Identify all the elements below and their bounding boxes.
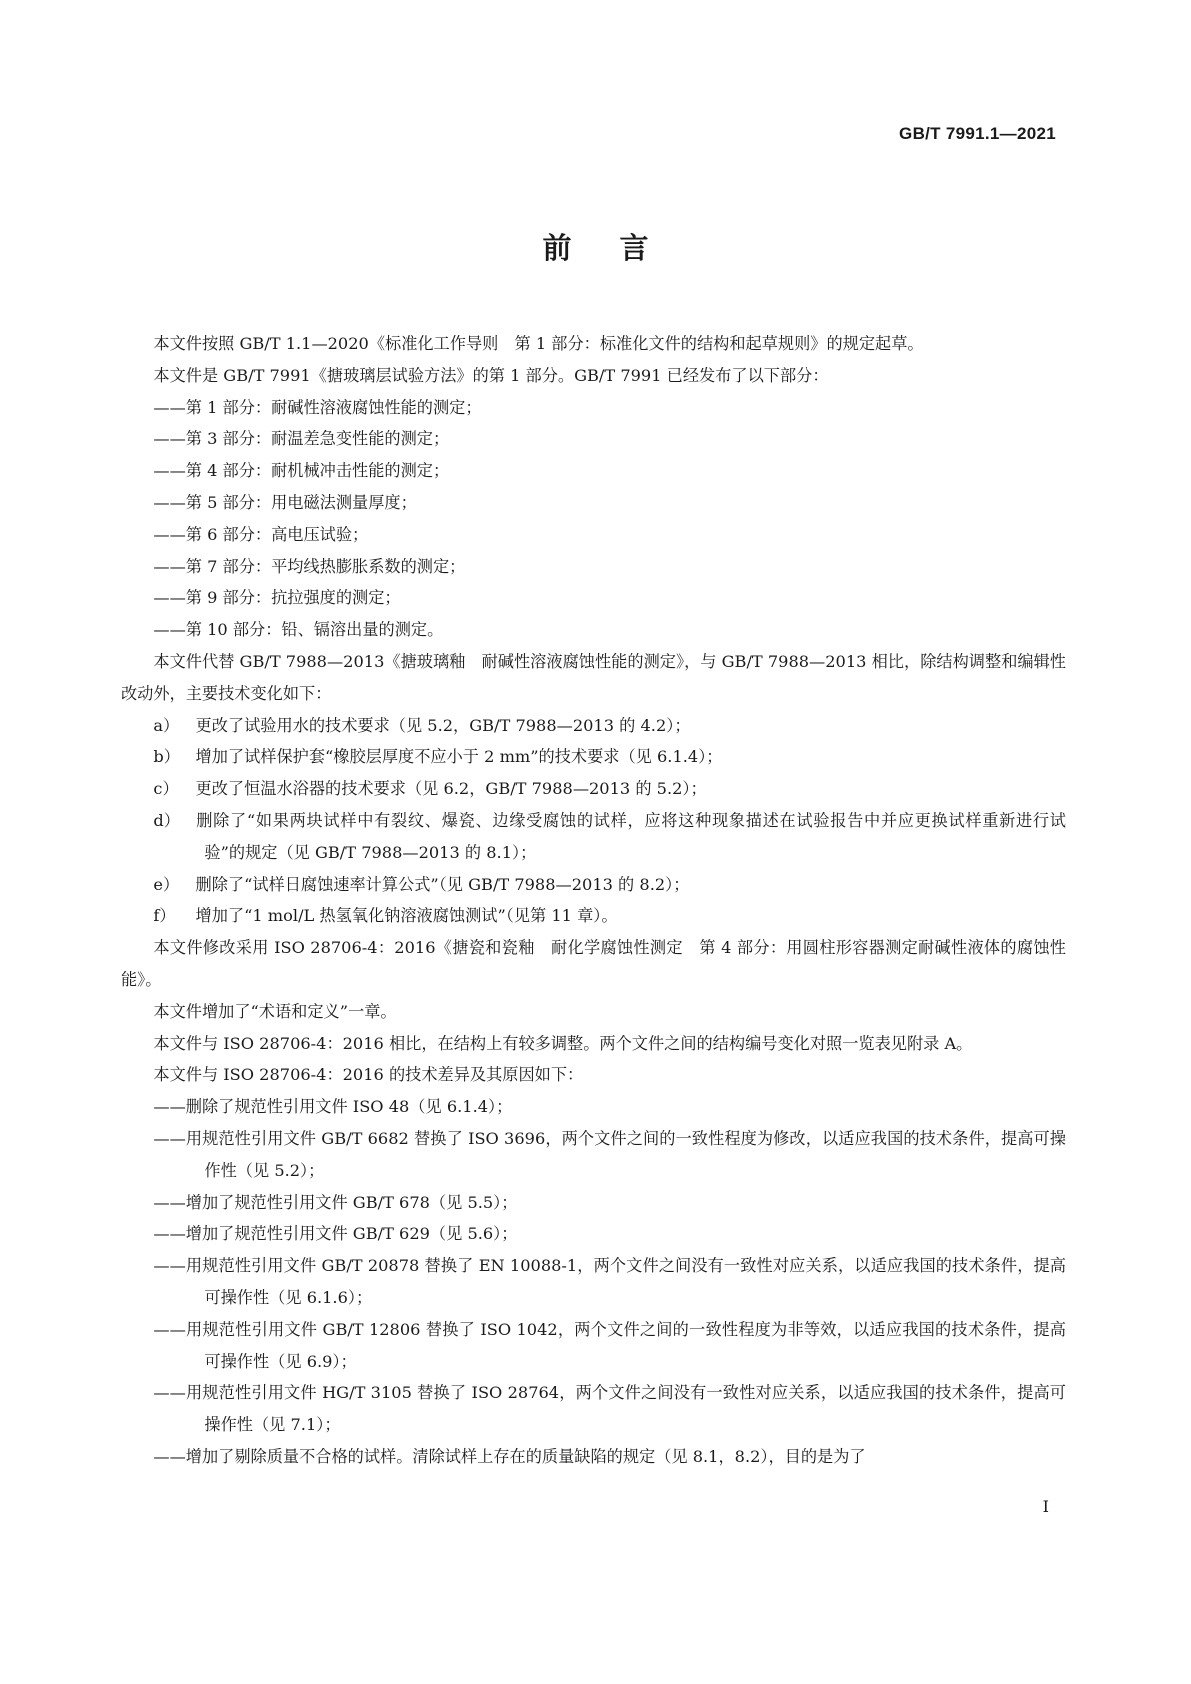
list-item xyxy=(121,710,1066,742)
list-item: ——用规范性引用文件 HG/T 3105 替换了 ISO 28764，两个文件之间没有一致性对应关系，以适应我国的技术条件，提高可操作性（见 7.1）； xyxy=(153,1383,1066,1435)
list-item: ——用规范性引用文件 GB/T 20878 替换了 EN 10088-1，两个文件之间没有一致性对应关系，以适应我国的技术条件，提高可操作性（见 6.1.6）； xyxy=(153,1256,1066,1307)
list-item: ——第 1 部分：耐碱性溶液腐蚀性能的测定； xyxy=(153,397,482,417)
list-item: ——第 5 部分：用电磁法测量厚度； xyxy=(153,492,417,512)
standard-code: GB/T 7991.1—2021 xyxy=(899,124,1056,143)
list-item: ——第 4 部分：耐机械冲击性能的测定； xyxy=(153,461,450,481)
list-item xyxy=(121,869,1066,901)
enum-text: 删除了“试样日腐蚀速率计算公式”（见 GB/T 7988—2013 的 8.2）； xyxy=(195,874,690,894)
enum-label: e） xyxy=(153,874,180,894)
enum-text: 增加了试样保护套“橡胶层厚度不应小于 2 mm”的技术要求（见 6.1.4）； xyxy=(195,747,723,767)
list-item xyxy=(121,900,1066,932)
paragraph-adoption: 本文件修改采用 ISO 28706-4：2016《搪瓷和瓷釉 耐化学腐蚀性测定 第 4 部分：用圆柱形容器测定耐碱性液体的腐蚀性能》。 xyxy=(121,938,1066,989)
enum-label: a） xyxy=(153,715,180,735)
document-body xyxy=(121,328,1066,1473)
enum-label: f） xyxy=(153,906,176,926)
enum-label: d） xyxy=(153,810,180,830)
changes-list xyxy=(121,710,1066,933)
enum-text: 增加了“1 mol/L 热氢氧化钠溶液腐蚀测试”（见第 11 章）。 xyxy=(195,906,618,926)
list-item: ——增加了剔除质量不合格的试样。清除试样上存在的质量缺陷的规定（见 8.1，8.2），目的是为了 xyxy=(153,1446,866,1466)
paragraph-drafting-rules: 本文件按照 GB/T 1.1—2020《标准化工作导则 第 1 部分：标准化文件的结构和起草规则》的规定起草。 xyxy=(153,334,924,353)
list-item: ——第 7 部分：平均线热膨胀系数的测定； xyxy=(153,556,466,576)
list-item: ——第 3 部分：耐温差急变性能的测定； xyxy=(153,429,450,449)
list-item xyxy=(121,773,1066,805)
list-item: ——增加了规范性引用文件 GB/T 629（见 5.6）； xyxy=(153,1224,518,1244)
paragraph-terms: 本文件增加了“术语和定义”一章。 xyxy=(153,1001,397,1021)
list-item: ——第 9 部分：抗拉强度的测定； xyxy=(153,588,401,608)
list-item: ——增加了规范性引用文件 GB/T 678（见 5.5）； xyxy=(153,1192,518,1212)
paragraph-differences-intro: 本文件与 ISO 28706-4：2016 的技术差异及其原因如下： xyxy=(153,1065,584,1085)
enum-label: b） xyxy=(153,747,180,767)
list-item: ——用规范性引用文件 GB/T 12806 替换了 ISO 1042，两个文件之间的一致性程度为非等效，以适应我国的技术条件，提高可操作性（见 6.9）； xyxy=(153,1319,1066,1371)
list-item: ——第 6 部分：高电压试验； xyxy=(153,524,369,544)
enum-text: 更改了恒温水浴器的技术要求（见 6.2，GB/T 7988—2013 的 5.2）； xyxy=(195,779,707,799)
enum-text: 删除了“如果两块试样中有裂纹、爆瓷、边缘受腐蚀的试样，应将这种现象描述在试验报告中并应更换试样重新进行试验”的规定（见 GB/T 7988—2013 的 8.1）； xyxy=(195,810,1066,862)
page-title: 前言 xyxy=(542,231,697,265)
paragraph-series-intro: 本文件是 GB/T 7991《搪玻璃层试验方法》的第 1 部分。GB/T 7991 已经发布了以下部分： xyxy=(153,365,829,385)
paragraph-replacement: 本文件代替 GB/T 7988—2013《搪玻璃釉 耐碱性溶液腐蚀性能的测定》，与 GB/T 7988—2013 相比，除结构调整和编辑性改动外，主要技术变化如下： xyxy=(121,651,1066,703)
differences-list xyxy=(121,1091,1066,1473)
list-item: ——删除了规范性引用文件 ISO 48（见 6.1.4）； xyxy=(153,1097,513,1117)
list-item xyxy=(121,741,1066,773)
parts-list xyxy=(121,392,1066,646)
enum-text: 更改了试验用水的技术要求（见 5.2，GB/T 7988—2013 的 4.2）； xyxy=(195,715,691,735)
list-item: ——第 10 部分：铅、镉溶出量的测定。 xyxy=(153,620,444,640)
page-number: I xyxy=(1042,1497,1049,1516)
enum-label: c） xyxy=(153,779,179,799)
list-item xyxy=(121,805,1066,869)
list-item: ——用规范性引用文件 GB/T 6682 替换了 ISO 3696，两个文件之间的一致性程度为修改，以适应我国的技术条件，提高可操作性（见 5.2）； xyxy=(153,1128,1066,1180)
paragraph-structure: 本文件与 ISO 28706-4：2016 相比，在结构上有较多调整。两个文件之间的结构编号变化对照一览表见附录 A。 xyxy=(153,1033,973,1053)
